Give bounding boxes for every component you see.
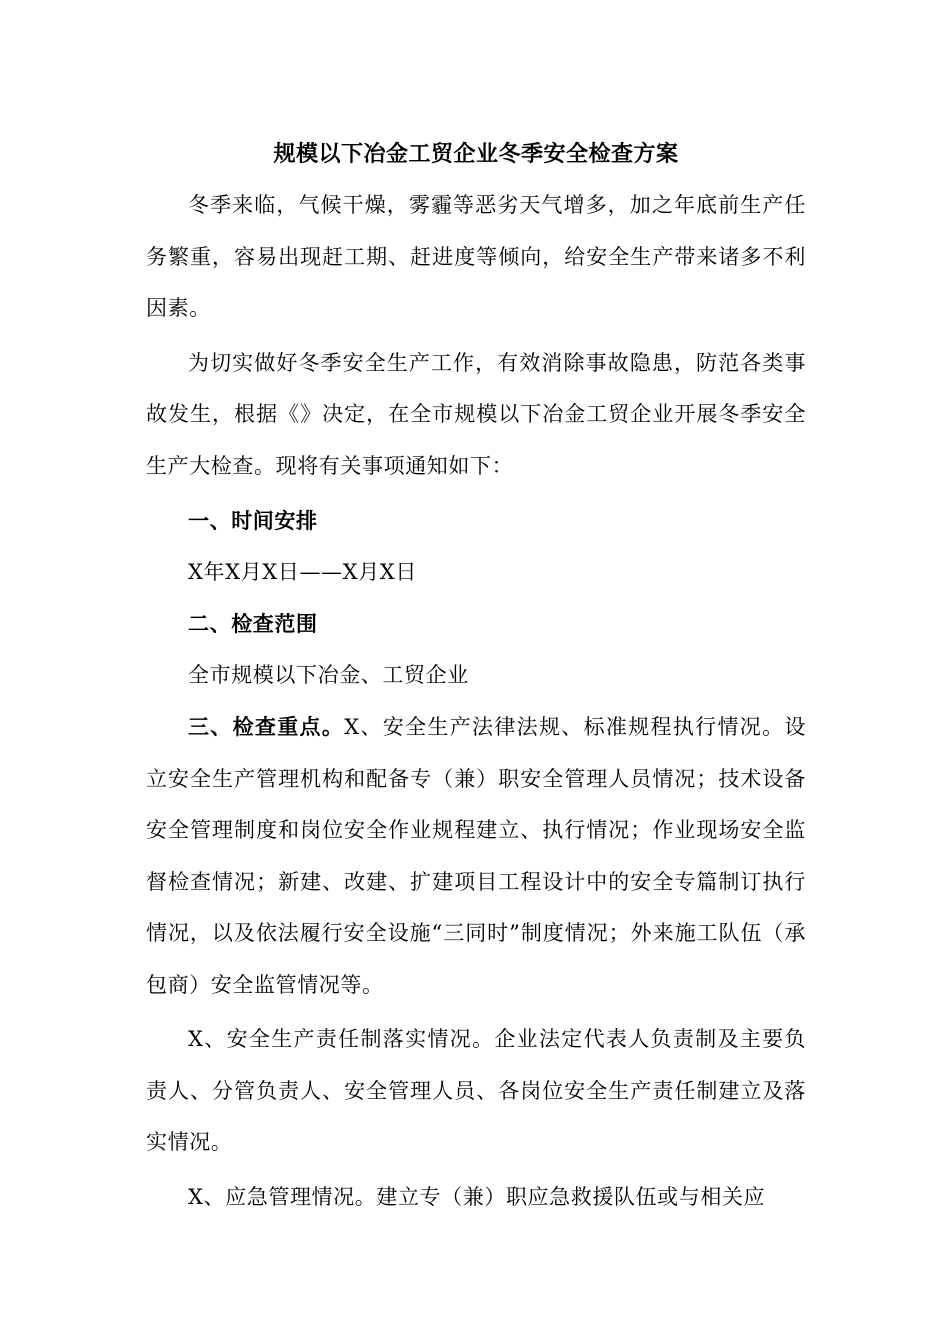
section-3-paragraph [146, 701, 806, 1011]
section-3-body: X、安全生产法律法规、标准规程执行情况。设立安全生产管理机构和配备专（兼）职安全管理人员情况；技术设备安全管理制度和岗位安全作业规程建立、执行情况；作业现场安全监督检查情况；新建、改建、扩建项目工程设计中的安全专篇制订执行情况，以及依法履行安全设施“三同时”制度情况；外来施工队伍（承包商）安全监管情况等。 [146, 715, 806, 997]
item-3-paragraph: X、应急管理情况。建立专（兼）职应急救援队伍或与相关应 [188, 1184, 766, 1209]
item-2-paragraph: X、安全生产责任制落实情况。企业法定代表人负责制及主要负责人、分管负责人、安全管理人员、各岗位安全生产责任制建立及落实情况。 [146, 1027, 806, 1154]
section-2-body: 全市规模以下冶金、工贸企业 [188, 662, 469, 687]
section-1-heading: 一、时间安排 [188, 508, 318, 533]
intro-paragraph-2: 为切实做好冬季安全生产工作，有效消除事故隐患，防范各类事故发生，根据《》决定，在全市规模以下冶金工贸企业开展冬季安全生产大检查。现将有关事项通知如下： [146, 350, 806, 478]
document-title: 规模以下冶金工贸企业冬季安全检查方案 [273, 141, 679, 167]
section-1-body: X年X月X日——X月X日 [188, 559, 417, 584]
section-2-heading: 二、检查范围 [188, 611, 318, 636]
section-3-heading: 三、检查重点。 [188, 714, 345, 739]
document-page [146, 128, 806, 1223]
intro-paragraph-1: 冬季来临，气候干燥，雾霾等恶劣天气增多，加之年底前生产任务繁重，容易出现赶工期、赶进度等倾向，给安全生产带来诸多不利因素。 [146, 193, 806, 320]
